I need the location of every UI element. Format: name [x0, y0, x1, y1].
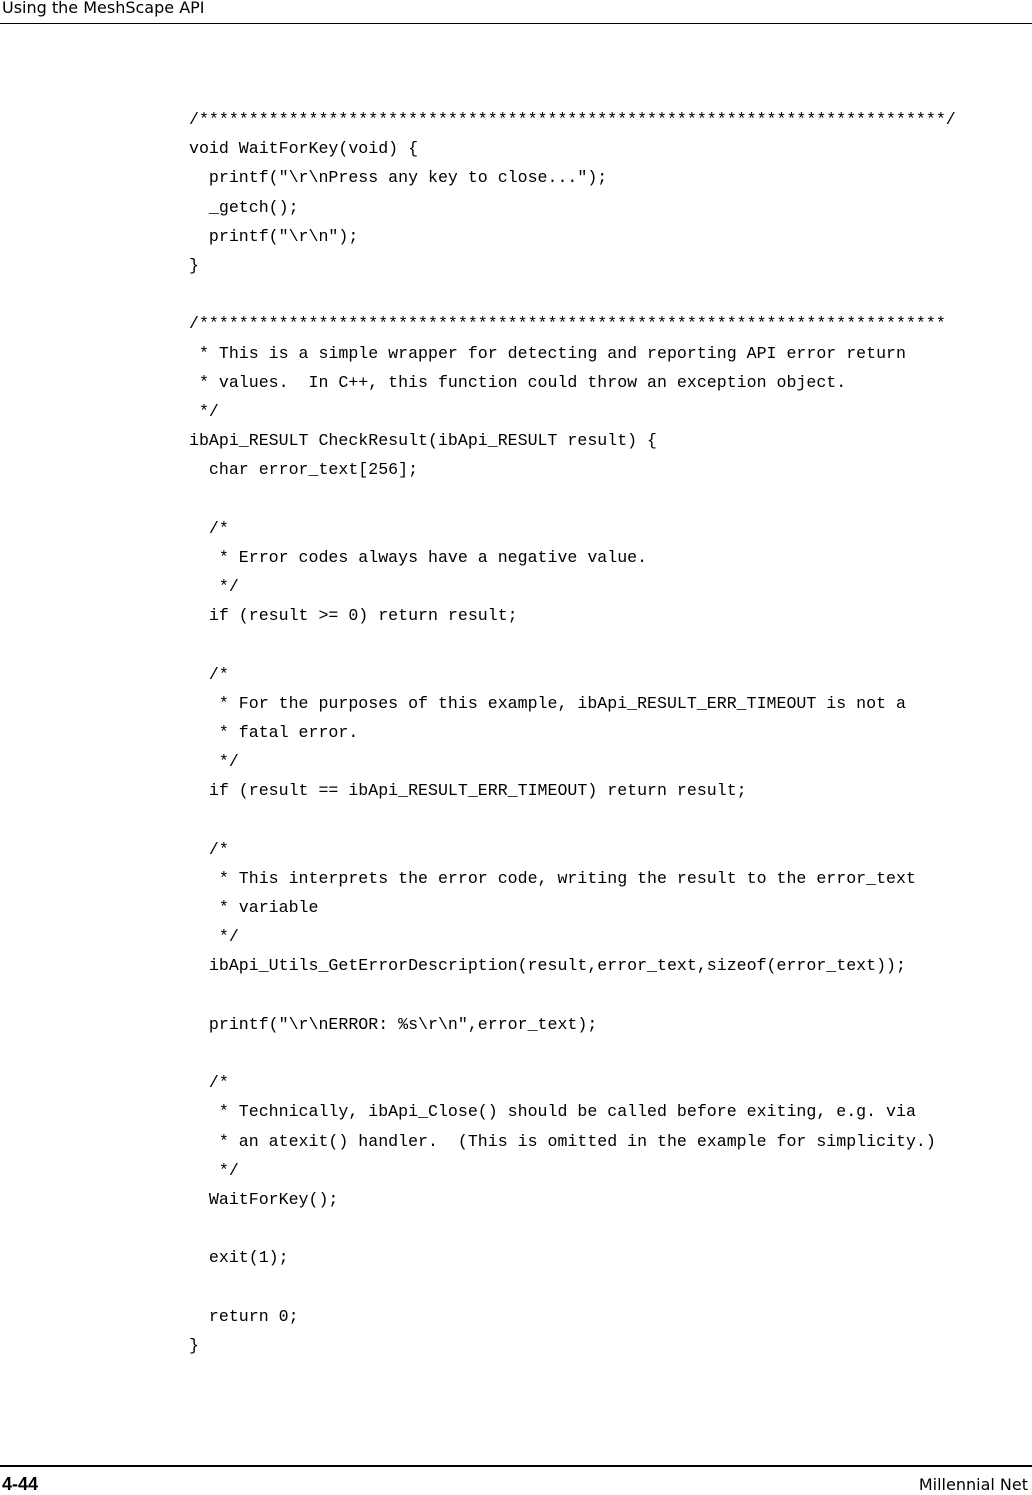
code-line: /*: [189, 1073, 229, 1093]
code-line: * Technically, ibApi_Close() should be called before exiting, e.g. via: [189, 1102, 916, 1122]
code-line: /***************************************************************************: [189, 314, 946, 334]
code-line: */: [189, 1160, 239, 1180]
code-line: return 0;: [189, 1306, 299, 1326]
code-line: */: [189, 401, 219, 421]
code-line: */: [189, 752, 239, 772]
code-line: /*: [189, 518, 229, 538]
code-line: /*: [189, 839, 229, 859]
code-line: printf("\r\n");: [189, 226, 359, 246]
code-line: void WaitForKey(void) {: [189, 139, 419, 159]
code-listing: [189, 105, 956, 1360]
code-line: ibApi_RESULT CheckResult(ibApi_RESULT result) {: [189, 431, 658, 451]
page-header: [0, 0, 1032, 24]
code-line: * For the purposes of this example, ibApi_RESULT_ERR_TIMEOUT is not a: [189, 693, 906, 713]
code-line: */: [189, 927, 239, 947]
code-line: }: [189, 1335, 199, 1355]
code-line: * This interprets the error code, writing the result to the error_text: [189, 868, 916, 888]
publisher-name: Millennial Net: [918, 1475, 1028, 1494]
code-line: * Error codes always have a negative value.: [189, 547, 648, 567]
code-line: * values. In C++, this function could throw an exception object.: [189, 372, 847, 392]
code-line: [189, 806, 956, 835]
code-line: * fatal error.: [189, 722, 359, 742]
code-line: /*: [189, 664, 229, 684]
code-line: WaitForKey();: [189, 1189, 339, 1209]
code-line: * an atexit() handler. (This is omitted in the example for simplicity.): [189, 1131, 936, 1151]
code-line: exit(1);: [189, 1248, 289, 1268]
code-line: [189, 630, 956, 659]
code-line: [189, 981, 956, 1010]
code-line: * This is a simple wrapper for detecting and reporting API error return: [189, 343, 906, 363]
code-line: /***************************************************************************/: [189, 110, 956, 129]
code-line: if (result == ibApi_RESULT_ERR_TIMEOUT) return result;: [189, 781, 747, 801]
code-line: [189, 484, 956, 513]
code-line: * variable: [189, 898, 319, 918]
code-line: [189, 1273, 956, 1302]
code-line: [189, 1039, 956, 1068]
footer-divider: [0, 1465, 1032, 1467]
code-line: _getch();: [189, 197, 299, 217]
code-line: if (result >= 0) return result;: [189, 606, 518, 626]
code-line: [189, 1214, 956, 1243]
code-line: ibApi_Utils_GetErrorDescription(result,error_text,sizeof(error_text));: [189, 956, 906, 976]
code-line: printf("\r\nPress any key to close...");: [189, 168, 608, 188]
code-line: char error_text[256];: [189, 460, 419, 480]
page-number: 4-44: [2, 1474, 39, 1494]
running-header-title: Using the MeshScape API: [2, 0, 205, 17]
code-line: printf("\r\nERROR: %s\r\n",error_text);: [189, 1014, 598, 1034]
code-line: }: [189, 255, 199, 275]
code-line: */: [189, 577, 239, 596]
code-line: [189, 280, 956, 309]
